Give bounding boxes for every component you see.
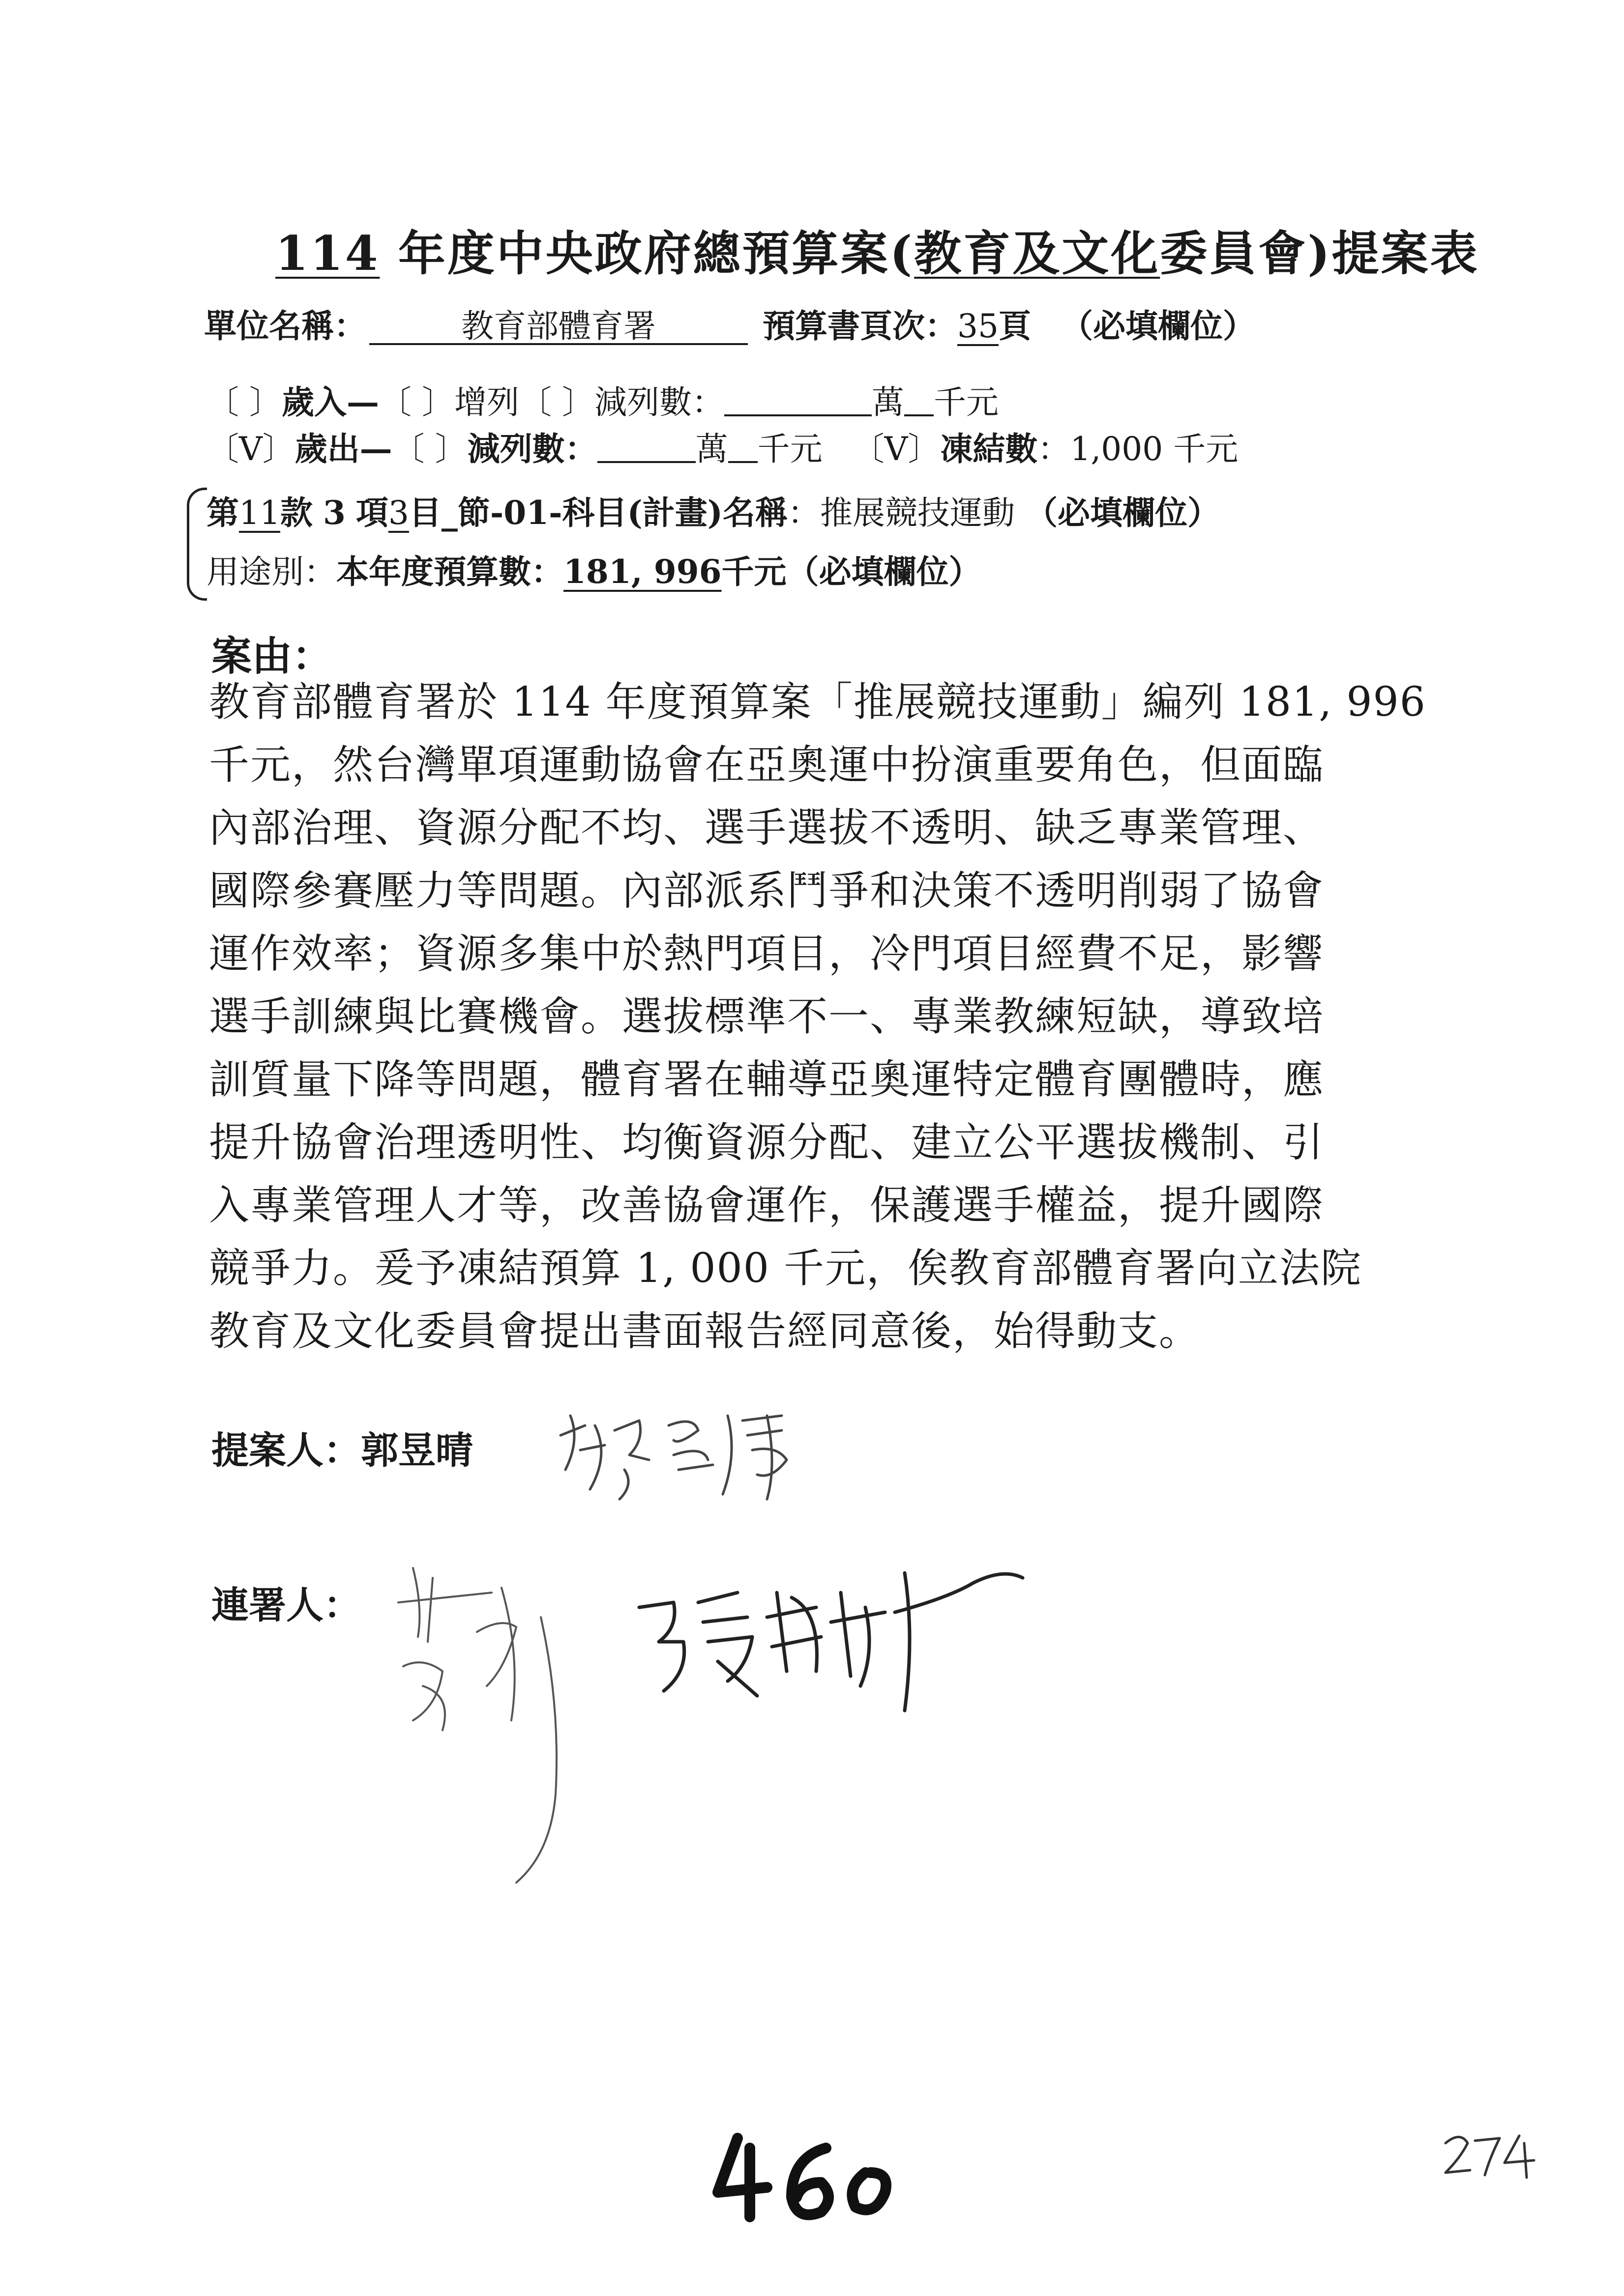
reason-label: 案由： (211, 633, 333, 680)
required-note: （必填欄位） (1060, 307, 1255, 345)
expense-sub-checkbox: 〔 〕 (392, 430, 468, 468)
mu-suffix: 目 (409, 494, 442, 532)
freeze-value: ：1,000 千元 (1037, 430, 1239, 468)
income-add-label: 增列 (454, 383, 519, 421)
xiang-number: 3 (323, 494, 346, 532)
use-required-note: （必填欄位） (786, 552, 981, 591)
income-qian: 千元 (933, 383, 999, 421)
use-line (207, 546, 981, 592)
proposer-name: 郭昱晴 (361, 1428, 473, 1472)
income-wan-blank (724, 385, 872, 416)
page-label: 預算書頁次： (763, 307, 957, 345)
page-value: 35 (957, 307, 999, 345)
title-committee: 教育及文化 (914, 226, 1160, 281)
income-sub-checkbox: 〔 〕 (519, 383, 594, 421)
budget-label: 本年度預算數： (336, 552, 563, 591)
use-label: 用途別： (207, 553, 336, 591)
budget-suffix: 千元 (721, 552, 787, 591)
kuan-line (207, 487, 1220, 533)
kuan-suffix: 款 (280, 494, 313, 532)
freeze-checkbox: 〔V〕 (852, 430, 941, 468)
title-rest: 年度中央政府總預算案( (380, 226, 915, 281)
proposer-row (211, 1421, 473, 1474)
income-label: 歲入— (281, 383, 379, 421)
reason-line: 提升協會治理透明性、均衡資源分配、建立公平選拔機制、引 (209, 1119, 1325, 1166)
unit-value: 教育部體育署 (369, 309, 748, 345)
item-name-value: ：推展競技運動 (787, 494, 1015, 532)
reason-line: 競爭力。爰予凍結預算 1, 000 千元，俟教育部體育署向立法院 (209, 1245, 1362, 1292)
expense-line (207, 423, 1238, 469)
reason-line: 國際參賽壓力等問題。內部派系鬥爭和決策不透明削弱了協會 (209, 868, 1325, 914)
reason-line: 訓質量下降等問題，體育署在輔導亞奧運特定體育團體時，應 (209, 1056, 1325, 1103)
hand-bracket (187, 488, 207, 601)
item-name-label: _節-01-科目(計畫)名稱 (441, 494, 788, 532)
expense-label: 歲出— (295, 430, 392, 468)
proposer-signature (551, 1396, 826, 1504)
reason-line: 千元，然台灣單項運動協會在亞奧運中扮演重要角色，但面臨 (209, 742, 1325, 788)
freeze-label: 凍結數 (940, 430, 1038, 468)
kuan-prefix: 第 (207, 494, 239, 532)
expense-sub-label: 減列數： (467, 430, 597, 468)
expense-wan-blank (597, 432, 696, 463)
kuan-number: 11 (239, 494, 280, 532)
reason-line: 運作效率；資源多集中於熱門項目，冷門項目經費不足，影響 (209, 930, 1325, 977)
income-sub-label: 減列數： (594, 383, 724, 421)
income-checkbox: 〔 〕 (207, 383, 282, 421)
expense-qian-blank (728, 432, 758, 463)
handwritten-274-glyph (1441, 2128, 1539, 2182)
handwritten-460-glyph (703, 2128, 910, 2227)
title-tail: 委員會)提案表 (1160, 226, 1479, 281)
cosigner-signature-2 (629, 1563, 1033, 1725)
handwritten-page-number (703, 2128, 910, 2229)
budget-value: 181, 996 (563, 552, 722, 591)
reason-line: 入專業管理人才等，改善協會運作，保護選手權益，提升國際 (209, 1182, 1325, 1229)
expense-wan: 萬 (695, 430, 728, 468)
reason-line: 選手訓練與比賽機會。選拔標準不一、專業教練短缺，導致培 (209, 993, 1325, 1040)
income-wan: 萬 (871, 383, 904, 421)
cosigner-label: 連署人： (211, 1583, 361, 1627)
reason-line: 教育部體育署於 114 年度預算案「推展競技運動」編列 181, 996 (209, 679, 1426, 726)
reason-line: 內部治理、資源分配不均、選手選拔不透明、缺乏專業管理、 (209, 805, 1325, 851)
income-qian-blank (904, 385, 934, 416)
income-line (207, 376, 999, 423)
form-title (275, 216, 1479, 284)
reason-line: 教育及文化委員會提出書面報告經同意後，始得動支。 (209, 1308, 1201, 1355)
unit-row (204, 300, 1255, 347)
title-year: 114 (275, 226, 380, 281)
proposer-label: 提案人： (211, 1428, 361, 1472)
reason-body (209, 671, 1426, 1363)
expense-checkbox: 〔V〕 (207, 430, 295, 468)
kuan-required-note: （必填欄位） (1025, 494, 1220, 532)
xiang-suffix: 項 (355, 494, 388, 532)
page-suffix: 頁 (998, 307, 1031, 345)
cosigner-signature-1 (393, 1558, 610, 1892)
income-add-checkbox: 〔 〕 (379, 383, 454, 421)
handwritten-page-note (1441, 2128, 1539, 2184)
cosigner-row (211, 1575, 361, 1629)
mu-number: 3 (388, 494, 409, 532)
unit-label: 單位名稱： (204, 307, 366, 345)
expense-qian: 千元 (757, 430, 823, 468)
